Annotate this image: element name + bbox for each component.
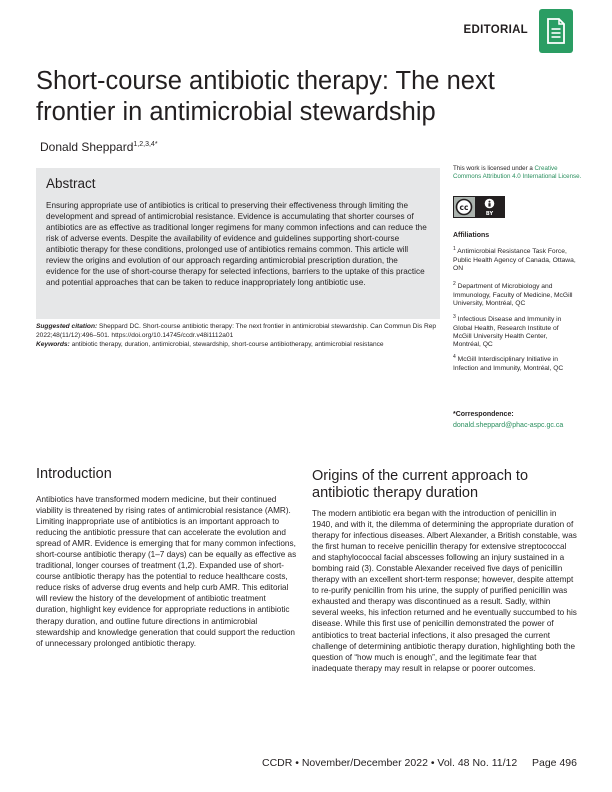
page-number: Page 496: [532, 757, 577, 769]
author-line: [40, 140, 158, 154]
citation-label: Suggested citation:: [36, 323, 98, 330]
abstract-text: Ensuring appropriate use of antibiotics is critical to preserving their effectiveness through limiting the development and spread of antimicrobial resistance. Evidence is accumulating that shorter courses of antibiotics are as effective as traditional longer regimens for many common infections and can reduce the risk of adverse events. Despite the availability of evidence and guidelines supporting short-course antibiotic therapy for these conditions, prolonged use of antibiotics remains common. This article will review the origins and evolution of our approach regarding antimicrobial prescription duration, the evidence for the use of short-course therapy for selected infections, barriers to the uptake of this practice and potential approaches that can be taken to reduce inappropriately long antibiotic use.: [46, 201, 427, 287]
document-icon: [539, 9, 573, 53]
keywords-label: Keywords:: [36, 341, 70, 349]
keywords-text: antibiotic therapy, duration, antimicrobial, stewardship, short-course antibiotherapy, antimicrobial resistance: [71, 341, 384, 349]
license-text: This work is licensed under a: [453, 165, 533, 172]
journal-footer: CCDR • November/December 2022 • Vol. 48 No. 11/12: [262, 757, 518, 769]
citation-block: [36, 322, 446, 350]
license-note: [453, 165, 583, 182]
introduction-heading: Introduction: [36, 466, 112, 482]
affiliation-item: $^1$ Antimicrobial Resistance Task Force, Public Health Agency of Canada, Ottawa, ON: [453, 246, 576, 273]
license-link[interactable]: Creative Commons Attribution 4.0 International License.: [453, 165, 582, 181]
introduction-text: Antibiotics have transformed modern medicine, but their continued viability is threatened by rising rates of antimicrobial resistance (AMR). Limiting inappropriate use of antibiotics is an important approach to reducing the antibiotic pressure that can accelerate the evolution and spread of AMR. Evidence is emerging that for many common infections, short-course antibiotic therapy (1–7 days) can be equally as effective as traditional, longer courses of treatment (1,2). Expanded use of short-course antibiotic therapy has the potential to reduce healthcare costs, reduce risks of adverse drug events and help curb AMR. This editorial will review the history of the development of antibiotic treatment duration, highlight key evidence for appropriate reductions in antibiotic therapy duration, and outline future directions in antimicrobial stewardship and knowledge generation that could support the reduction of unnecessary prolonged antibiotic therapy.: [36, 495, 297, 648]
article-title: Short-course antibiotic therapy: The next frontier in antimicrobial stewardship: [36, 67, 495, 126]
affiliation-item: $^2$ Department of Microbiology and Immunology, Faculty of Medicine, McGill University, Montréal, QC: [453, 281, 573, 308]
cc-by-badge[interactable]: [453, 196, 505, 218]
section-label: EDITORIAL: [463, 24, 528, 36]
affiliations-heading: Affiliations: [453, 232, 490, 239]
author-affiliation-marks: 1,2,3,4*: [133, 141, 158, 148]
origins-heading: Origins of the current approach to antibiotic therapy duration: [312, 468, 529, 501]
correspondence-heading: *Correspondence:: [453, 411, 514, 418]
origins-text: The modern antibiotic era began with the introduction of penicillin in 1940, and with it, the dilemma of determining the appropriate duration of therapy for infectious diseases. Albert Alexander, a British constable, was the first human to receive penicillin therapy for extensive streptococcal and staphylococcal facial abscesses following an injury sustained in a bombing raid (3). Constable Alexander received five days of penicillin therapy with an excellent short-term response; however, despite attempt to re-purify penicillin from his urine, the supply of purified penicillin was exhausted and therapy was discontinued as a result. Sadly, within several weeks, his infection returned and he eventually succumbed to his disease. While this first use of penicillin demonstrated the power of antibiotics to treat bacterial infections, it also presaged the current challenge of determining antibiotic therapy duration, highlighting both the question of “how much is enough”, and the legitimate fear that inadequate therapy may result in relapse or poorer outcomes.: [312, 509, 577, 673]
svg-text:cc: cc: [459, 203, 469, 212]
abstract-heading: Abstract: [46, 176, 96, 191]
affiliation-item: $^3$ Infectious Disease and Immunity in Global Health, Research Institute of McGill University Health Center, Montréal, QC: [453, 314, 562, 349]
svg-text:BY: BY: [485, 211, 494, 217]
author-name: Donald Sheppard: [40, 140, 134, 154]
citation-text: Sheppard DC. Short-course antibiotic therapy: The next frontier in antimicrobial stewardship. Can Commun Dis Rep 2022;48(11/12):496–501. https://doi.org/10.14745/ccdr.v48i1112a01: [36, 323, 437, 340]
correspondence-email-link[interactable]: donald.sheppard@phac-aspc.gc.ca: [453, 422, 564, 429]
affiliation-item: $^4$ McGill Interdisciplinary Initiative in Infection and Immunity, Montréal, QC: [453, 354, 564, 372]
